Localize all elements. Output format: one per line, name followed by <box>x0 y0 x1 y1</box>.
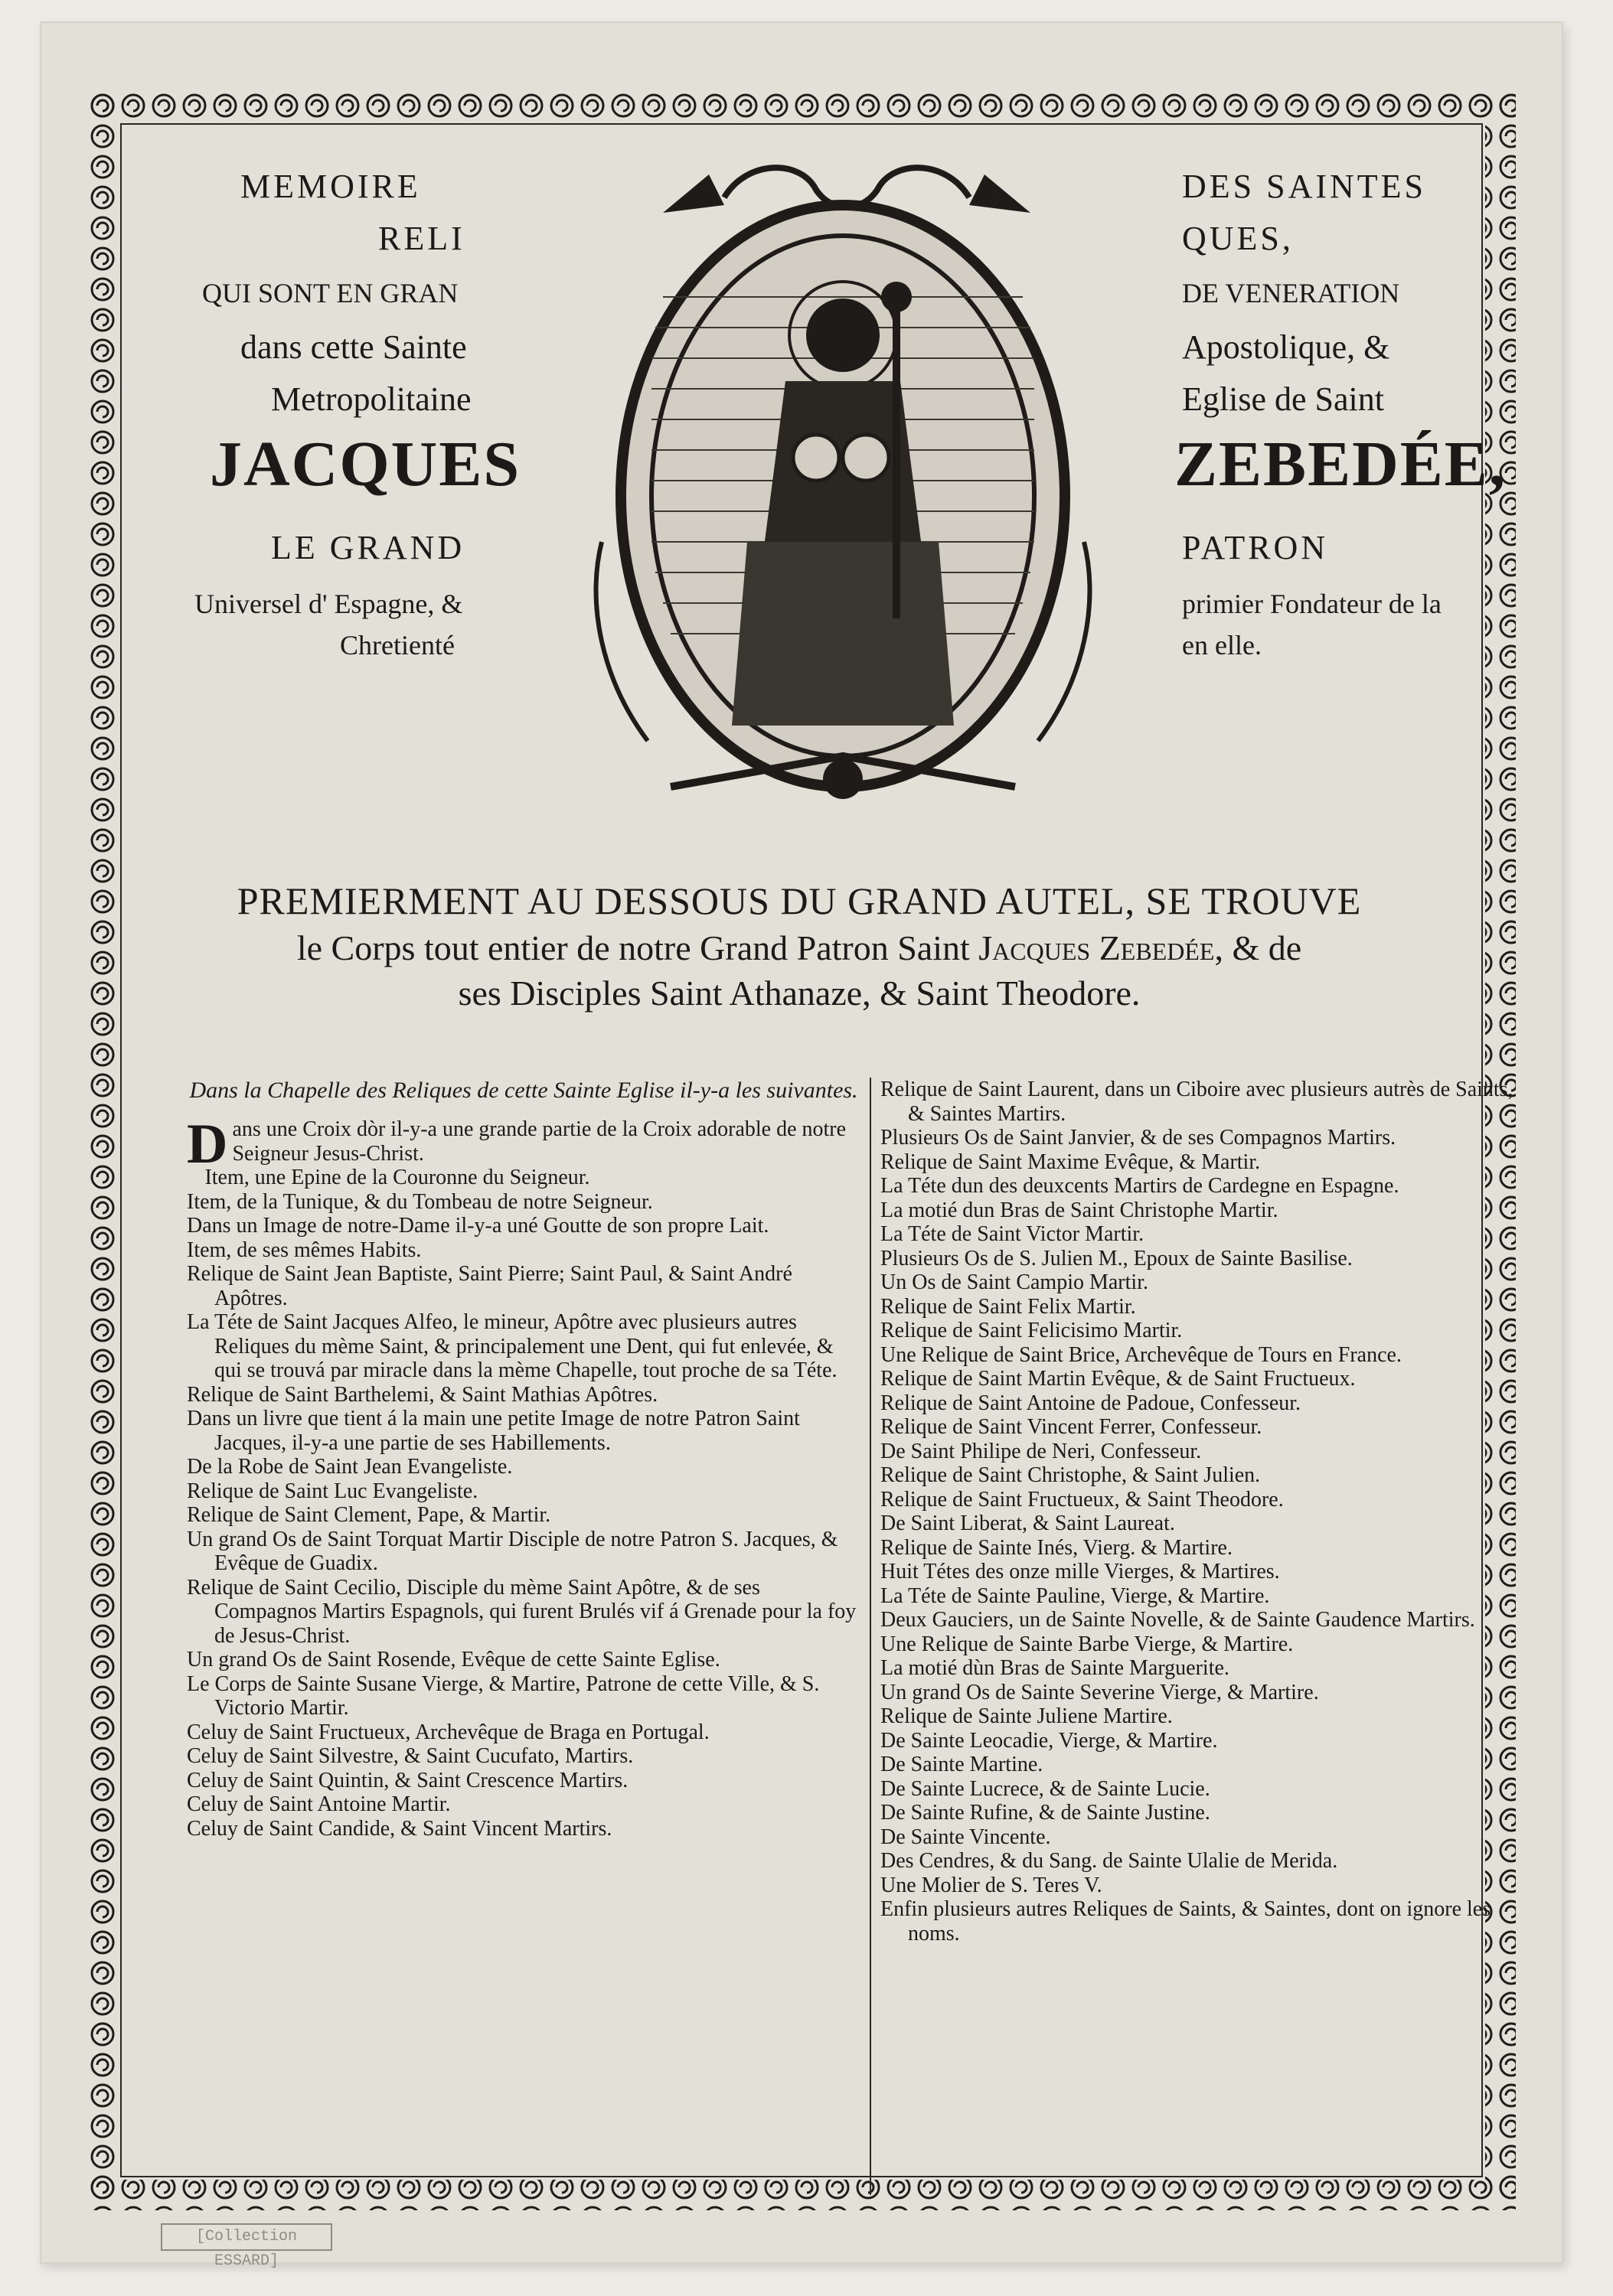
collection-stamp: [Collection ESSARD] <box>161 2223 332 2251</box>
relic-entry: Plusieurs Os de S. Julien M., Epoux de Sainte Basilise. <box>880 1246 1353 1270</box>
heading-line-2-end: , & de <box>1214 928 1302 967</box>
relic-entry-first-text: ans une Croix dòr il-y-a une grande partie de la Croix adorable de notre Seigneur Jesus-Christ. <box>232 1117 847 1166</box>
relic-entry: Relique de Saint Cecilio, Disciple du mème Saint Apôtre, & de ses Compagnos Martirs Espagnols, qui furent Brulés vif á Grenade pour la foy de Jesus-Christ. <box>187 1575 857 1648</box>
relic-entry: Relique de Saint Fructueux, & Saint Theodore. <box>880 1487 1284 1512</box>
printed-sheet <box>40 21 1563 2264</box>
relic-entry: Le Corps de Sainte Susane Vierge, & Martire, Patrone de cette Ville, & S. Victorio Martir. <box>187 1671 820 1720</box>
relic-entry: Relique de Saint Luc Evangeliste. <box>187 1479 478 1503</box>
relic-entry: Deux Gauciers, un de Sainte Novelle, & de Sainte Gaudence Martirs. <box>880 1608 1475 1632</box>
header-right-5: Eglise de Saint <box>1182 380 1384 418</box>
header-left-8: Universel d' Espagne, & <box>194 589 463 619</box>
relic-entry: Un grand Os de Sainte Severine Vierge, & Martire. <box>880 1680 1319 1704</box>
relic-entry: De Sainte Leocadie, Vierge, & Martire. <box>880 1728 1218 1753</box>
saint-james-engraving-icon <box>556 144 1130 817</box>
relic-entry: Relique de Saint Felix Martir. <box>880 1294 1136 1319</box>
ornamental-frame <box>87 90 1516 2210</box>
relic-entry: Relique de Sainte Inés, Vierg. & Martire. <box>880 1535 1233 1560</box>
relic-entry: Item, de ses mêmes Habits. <box>187 1238 422 1262</box>
header-left-4: dans cette Sainte <box>240 328 467 366</box>
relic-entry: Relique de Saint Laurent, dans un Ciboire avec plusieurs autrès de Saints, & Saintes Martirs. <box>880 1078 1513 1126</box>
header-left-3: QUI SONT EN GRAN <box>202 278 459 308</box>
relic-entry: Relique de Saint Clement, Pape, & Martir. <box>187 1503 551 1527</box>
header-right-9: en elle. <box>1182 630 1262 660</box>
header-left-1: MEMOIRE <box>240 168 421 205</box>
relic-entry-first <box>187 1113 860 1176</box>
relic-entry: Relique de Saint Christophe, & Saint Julien. <box>880 1463 1261 1487</box>
relic-entry: Une Relique de Saint Brice, Archevêque de Tours en France. <box>880 1342 1402 1367</box>
header-left-2: RELI <box>378 220 465 257</box>
relic-entry: La motié dùn Bras de Sainte Marguerite. <box>880 1656 1229 1680</box>
relics-list-right <box>880 1078 1516 1945</box>
relic-entry: Des Cendres, & du Sang. de Sainte Ulalie de Merida. <box>880 1849 1338 1873</box>
relic-entry: De Sainte Martine. <box>880 1753 1043 1776</box>
relic-entry: Plusieurs Os de Saint Janvier, & de ses Compagnos Martirs. <box>880 1126 1396 1150</box>
relic-entry: De Sainte Vincente. <box>880 1825 1051 1849</box>
heading-patron-name: Jacques Zebedée <box>978 928 1215 967</box>
relic-entry: De Saint Liberat, & Saint Laureat. <box>880 1512 1175 1535</box>
relic-entry: Une Molier de S. Teres V. <box>880 1873 1102 1897</box>
header-right-8: primier Fondateur de la <box>1182 589 1442 619</box>
relic-entry: Une Relique de Sainte Barbe Vierge, & Martire. <box>880 1632 1294 1656</box>
header-left-6: JACQUES <box>210 429 521 500</box>
relic-entry: De Sainte Lucrece, & de Sainte Lucie. <box>880 1776 1210 1801</box>
relic-entry: La motié dun Bras de Saint Christophe Martir. <box>880 1198 1278 1222</box>
relic-entry: La Téte de Saint Jacques Alfeo, le mineur, Apôtre avec plusieurs autres Reliques du mème Saint, & principalement une Dent, qui fut enlevée, & qui se trouvá par miracle dans la mème Chapelle, tout proche de sa Téte. <box>187 1310 838 1382</box>
header-left-5: Metropolitaine <box>271 380 472 418</box>
header-left-9: Chretienté <box>340 630 455 660</box>
relic-entry: Relique de Saint Felicisimo Martir. <box>880 1319 1183 1342</box>
relic-entry: Relique de Saint Martin Evêque, & de Saint Fructueux. <box>880 1367 1356 1391</box>
header-right-7: PATRON <box>1182 529 1329 566</box>
relic-entry: La Téte dun des deuxcents Martirs de Cardegne en Espagne. <box>880 1174 1399 1198</box>
relic-entry: Celuy de Saint Fructueux, Archevêque de Braga en Portugal. <box>187 1720 710 1744</box>
relic-entry: Item, de la Tunique, & du Tombeau de notre Seigneur. <box>187 1189 653 1214</box>
header-right-3: DE VENERATION <box>1182 278 1400 308</box>
relic-entry: Relique de Saint Vincent Ferrer, Confesseur. <box>880 1415 1262 1439</box>
relic-entry: Relique de Saint Maxime Evêque, & Martir. <box>880 1150 1261 1174</box>
relic-entry: De Sainte Rufine, & de Sainte Justine. <box>880 1801 1210 1825</box>
relic-entry: Relique de Saint Antoine de Padoue, Confesseur. <box>880 1391 1301 1415</box>
main-heading <box>187 879 1412 1013</box>
relic-entry: Un grand Os de Saint Rosende, Evêque de cette Sainte Eglise. <box>187 1648 720 1671</box>
drop-cap: D <box>187 1113 228 1176</box>
relic-entry: De la Robe de Saint Jean Evangeliste. <box>187 1455 513 1479</box>
header-right-2: QUES, <box>1182 220 1294 257</box>
relic-entry: Item, une Epine de la Couronne du Seigneur. <box>204 1166 590 1189</box>
heading-line-2 <box>187 928 1412 968</box>
chapel-intro: Dans la Chapelle des Reliques de cette Sainte Eglise il-y-a les suivantes. <box>189 1078 858 1103</box>
relic-entry: Celuy de Saint Antoine Martir. <box>187 1792 451 1816</box>
header-right-4: Apostolique, & <box>1182 328 1390 366</box>
relic-entry: Relique de Sainte Juliene Martire. <box>880 1704 1173 1728</box>
relic-entry: Huit Tétes des onze mille Vierges, & Martires. <box>880 1560 1280 1583</box>
relic-entry: La Téte de Sainte Pauline, Vierge, & Martire. <box>880 1583 1270 1608</box>
relics-list-left <box>187 1078 860 1841</box>
relic-entry: Un Os de Saint Campio Martir. <box>880 1270 1148 1294</box>
header-right-6: ZEBEDÉE, <box>1174 429 1507 500</box>
relic-entry: De Saint Philipe de Neri, Confesseur. <box>880 1439 1202 1463</box>
header-right-1: DES SAINTES <box>1182 168 1427 205</box>
relic-entry: Celuy de Saint Candide, & Saint Vincent Martirs. <box>187 1816 612 1841</box>
heading-line-1: PREMIERMENT AU DESSOUS DU GRAND AUTEL, SE TROUVE <box>237 879 1362 922</box>
column-divider <box>870 1078 871 2195</box>
header-left-7: LE GRAND <box>271 529 465 566</box>
heading-line-3: ses Disciples Saint Athanaze, & Saint Theodore. <box>458 974 1141 1013</box>
relic-entry: Dans un Image de notre-Dame il-y-a uné Goutte de son propre Lait. <box>187 1214 769 1238</box>
heading-line-2-start: le Corps tout entier de notre Grand Patron Saint <box>296 928 979 967</box>
relic-entry: Un grand Os de Saint Torquat Martir Disciple de notre Patron S. Jacques, & Evêque de Guadix. <box>187 1527 838 1575</box>
relic-entry: Relique de Saint Barthelemi, & Saint Mathias Apôtres. <box>187 1382 658 1407</box>
relic-entry: Dans un livre que tient á la main une petite Image de notre Patron Saint Jacques, il-y-a une partie de ses Habillements. <box>187 1407 800 1455</box>
relic-entry: Relique de Saint Jean Baptiste, Saint Pierre; Saint Paul, & Saint André Apôtres. <box>187 1262 792 1310</box>
relic-entry: Celuy de Saint Silvestre, & Saint Cucufato, Martirs. <box>187 1744 634 1768</box>
relic-entry: Enfin plusieurs autres Reliques de Saints, & Saintes, dont on ignore les noms. <box>880 1897 1491 1945</box>
relic-entry: La Téte de Saint Victor Martir. <box>880 1222 1144 1246</box>
relic-entry: Celuy de Saint Quintin, & Saint Crescence Martirs. <box>187 1768 629 1792</box>
